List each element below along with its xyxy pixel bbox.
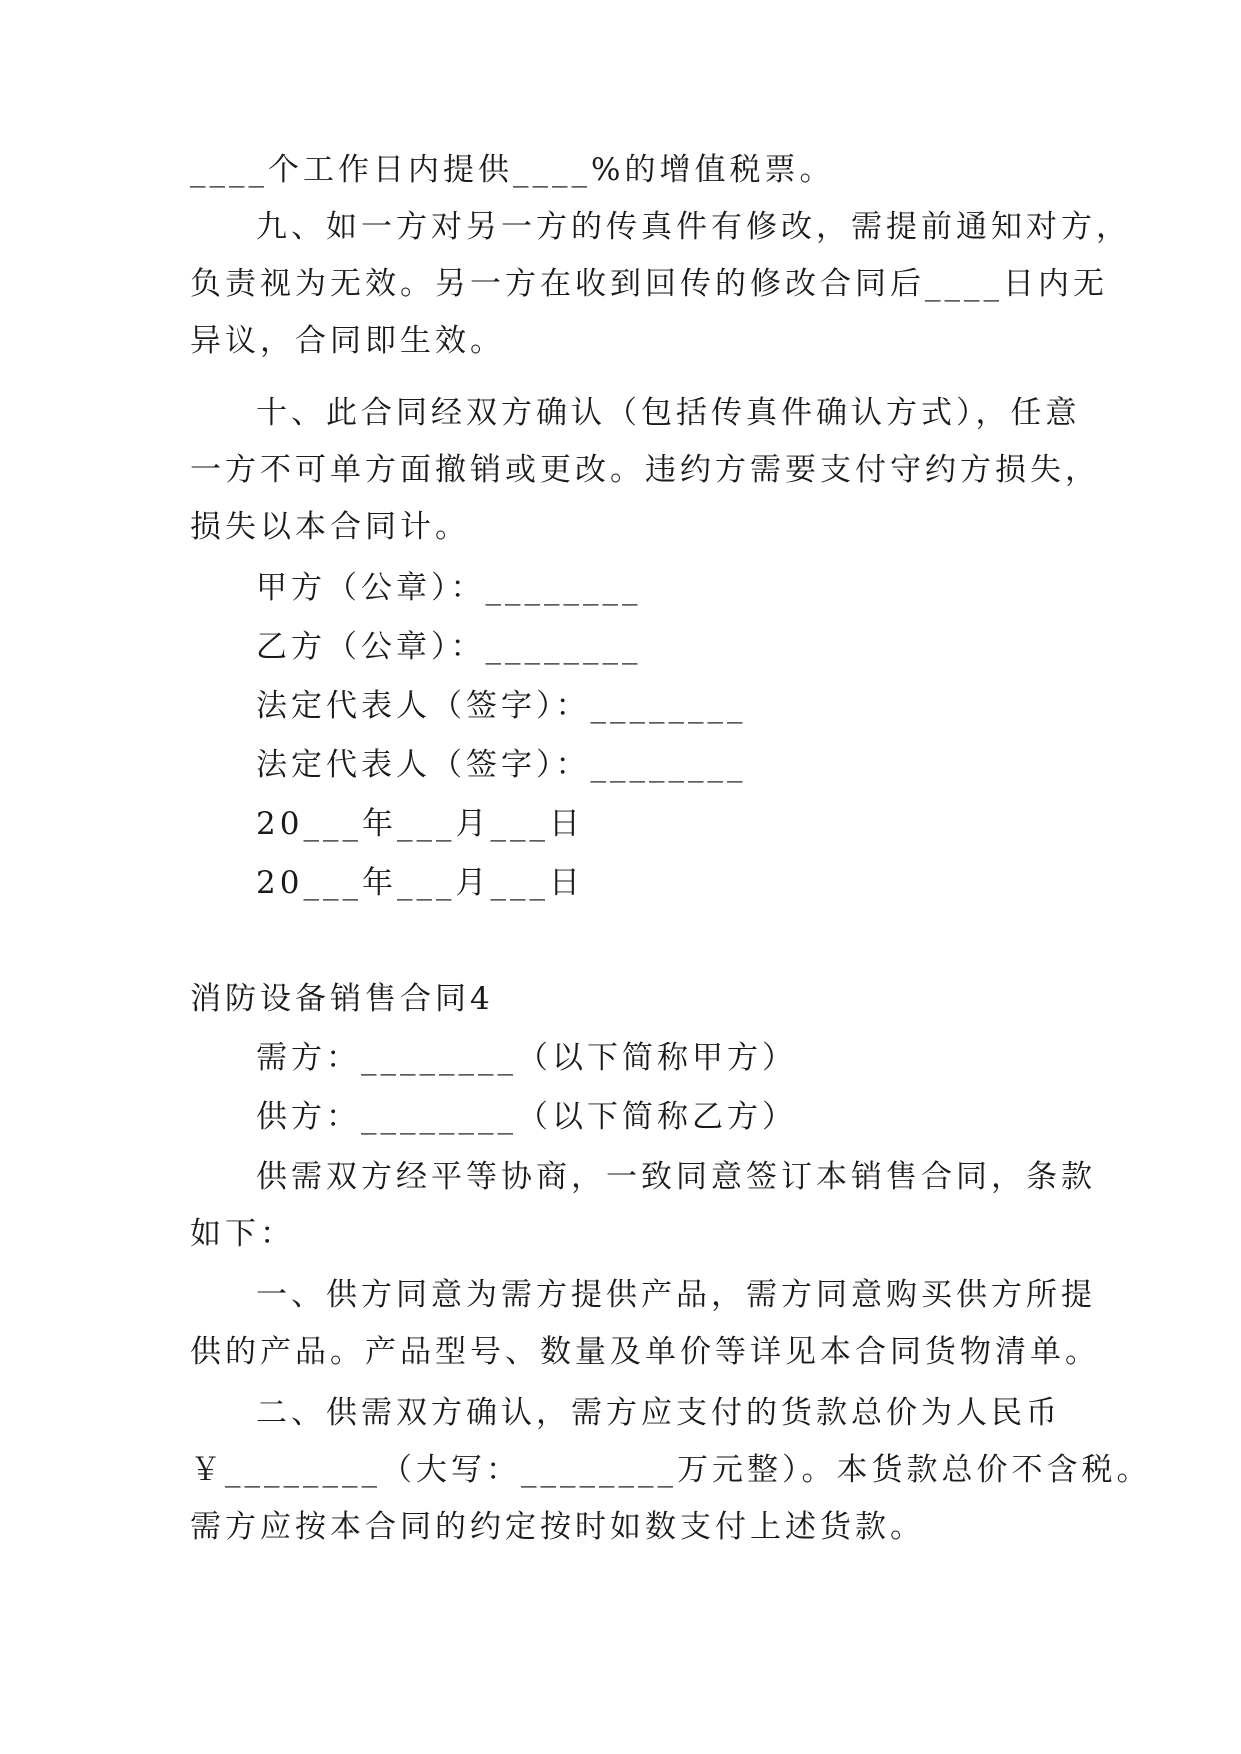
text-line: 损失以本合同计。 [190,509,470,545]
text-line: 供需双方经平等协商，一致同意签订本销售合同，条款 [256,1159,1096,1195]
text-line: ￥________（大写：________万元整）。本货款总价不含税。 [190,1452,1152,1488]
signature-line: 甲方（公章）：________ [256,570,642,606]
text-line: ____个工作日内提供____%的增值税票。 [190,152,835,188]
text-line: 需方应按本合同的约定按时如数支付上述货款。 [190,1509,925,1545]
text-line: 负责视为无效。另一方在收到回传的修改合同后____日内无 [190,266,1108,302]
text-line: 十、此合同经双方确认（包括传真件确认方式），任意 [256,395,1081,431]
text-line: 需方：________（以下简称甲方） [256,1040,797,1076]
text-line: 二、供需双方确认，需方应支付的货款总价为人民币 [256,1395,1061,1431]
date-line: 20___年___月___日 [256,806,584,842]
text-line: 一方不可单方面撤销或更改。违约方需要支付守约方损失， [190,452,1100,488]
date-line: 20___年___月___日 [256,865,584,901]
signature-line: 法定代表人（签字）：________ [256,688,747,724]
text-line: 一、供方同意为需方提供产品，需方同意购买供方所提 [256,1277,1096,1313]
text-line: 供方：________（以下简称乙方） [256,1099,797,1135]
text-line: 异议，合同即生效。 [190,323,505,359]
text-line: 如下： [190,1216,295,1252]
section-title: 消防设备销售合同4 [190,981,494,1017]
text-line: 供的产品。产品型号、数量及单价等详见本合同货物清单。 [190,1334,1100,1370]
text-line: 九、如一方对另一方的传真件有修改，需提前通知对方， [256,209,1131,245]
signature-line: 乙方（公章）：________ [256,629,642,665]
signature-line: 法定代表人（签字）：________ [256,747,747,783]
